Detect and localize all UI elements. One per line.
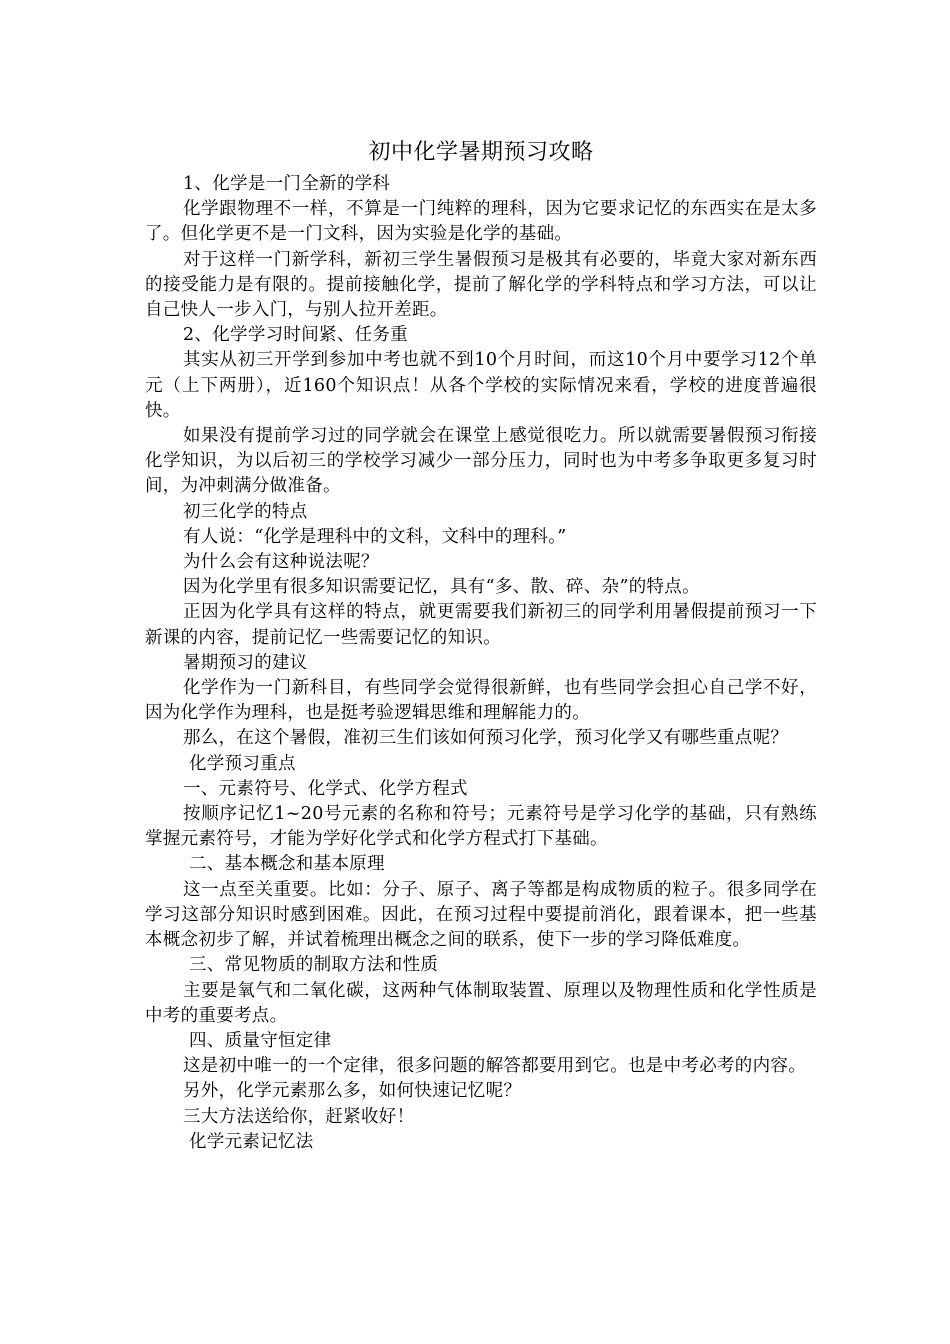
paragraph: 因为化学里有很多知识需要记忆，具有“多、散、碎、杂”的特点。 [183, 577, 700, 598]
document-title: 初中化学暑期预习攻略 [368, 140, 594, 165]
paragraph: 化学作为一门新科目，有些同学会觉得很新鲜，也有些同学会担心自己学不好，因为化学作为理科，也是挺考验逻辑思维和理解能力的。 [145, 678, 817, 724]
heading-1: 1、化学是一门全新的学科 [183, 174, 391, 194]
paragraph: 如果没有提前学习过的同学就会在课堂上感觉很吃力。所以就需要暑假预习衔接化学知识，为以后初三的学校学习减少一部分压力，同时也为中考多争取更多复习时间，为冲刺满分做准备。 [145, 426, 817, 497]
section-heading: 化学元素记忆法 [189, 1131, 314, 1152]
section-heading: 初三化学的特点 [183, 501, 308, 522]
paragraph: 这一点至关重要。比如：分子、原子、离子等都是构成物质的粒子。很多同学在学习这部分知识时感到困难。因此，在预习过程中要提前消化，跟着课本，把一些基本概念初步了解，并试着梳理出概念之间的联系，使下一步的学习降低难度。 [145, 879, 817, 951]
paragraph: 另外，化学元素那么多，如何快速记忆呢？ [183, 1081, 522, 1102]
heading-2: 2、化学学习时间紧、任务重 [183, 325, 409, 346]
paragraph: 这是初中唯一的一个定律，很多问题的解答都要用到它。也是中考必考的内容。 [183, 1056, 806, 1077]
paragraph: 其实从初三开学到参加中考也就不到10个月时间，而这10个月中要学习12个单元（上下两册），近160个知识点！从各个学校的实际情况来看，学校的进度普遍很快。 [145, 350, 817, 421]
section-heading: 暑期预习的建议 [183, 652, 308, 673]
subheading: 三、常见物质的制取方法和性质 [189, 955, 439, 976]
paragraph: 主要是氧气和二氧化碳，这两种气体制取装置、原理以及物理性质和化学性质是中考的重要考点。 [145, 980, 817, 1026]
paragraph: 化学跟物理不一样，不算是一门纯粹的理科，因为它要求记忆的东西实在是太多了。但化学更不是一门文科，因为实验是化学的基础。 [145, 199, 817, 245]
paragraph: 正因为化学具有这样的特点，就更需要我们新初三的同学利用暑假提前预习一下新课的内容，提前记忆一些需要记忆的知识。 [145, 602, 817, 648]
paragraph: 按顺序记忆1~20号元素的名称和符号；元素符号是学习化学的基础，只有熟练掌握元素符号，才能为学好化学式和化学方程式打下基础。 [145, 804, 817, 850]
subheading: 四、质量守恒定律 [189, 1030, 332, 1051]
subheading: 一、元素符号、化学式、化学方程式 [183, 778, 468, 799]
paragraph: 有人说：“化学是理科中的文科，文科中的理科。” [183, 526, 567, 547]
subheading: 二、基本概念和基本原理 [189, 854, 385, 875]
paragraph: 为什么会有这种说法呢？ [183, 552, 379, 573]
section-heading: 化学预习重点 [189, 753, 296, 774]
paragraph: 对于这样一门新学科，新初三学生暑假预习是极其有必要的，毕竟大家对新东西的接受能力是有限的。提前接触化学，提前了解化学的学科特点和学习方法，可以让自己快人一步入门，与别人拉开差距。 [145, 249, 817, 321]
document-page [145, 134, 817, 1155]
paragraph: 三大方法送给你，赶紧收好！ [183, 1106, 415, 1127]
paragraph: 那么，在这个暑假，准初三生们该如何预习化学，预习化学又有哪些重点呢？ [183, 728, 789, 749]
